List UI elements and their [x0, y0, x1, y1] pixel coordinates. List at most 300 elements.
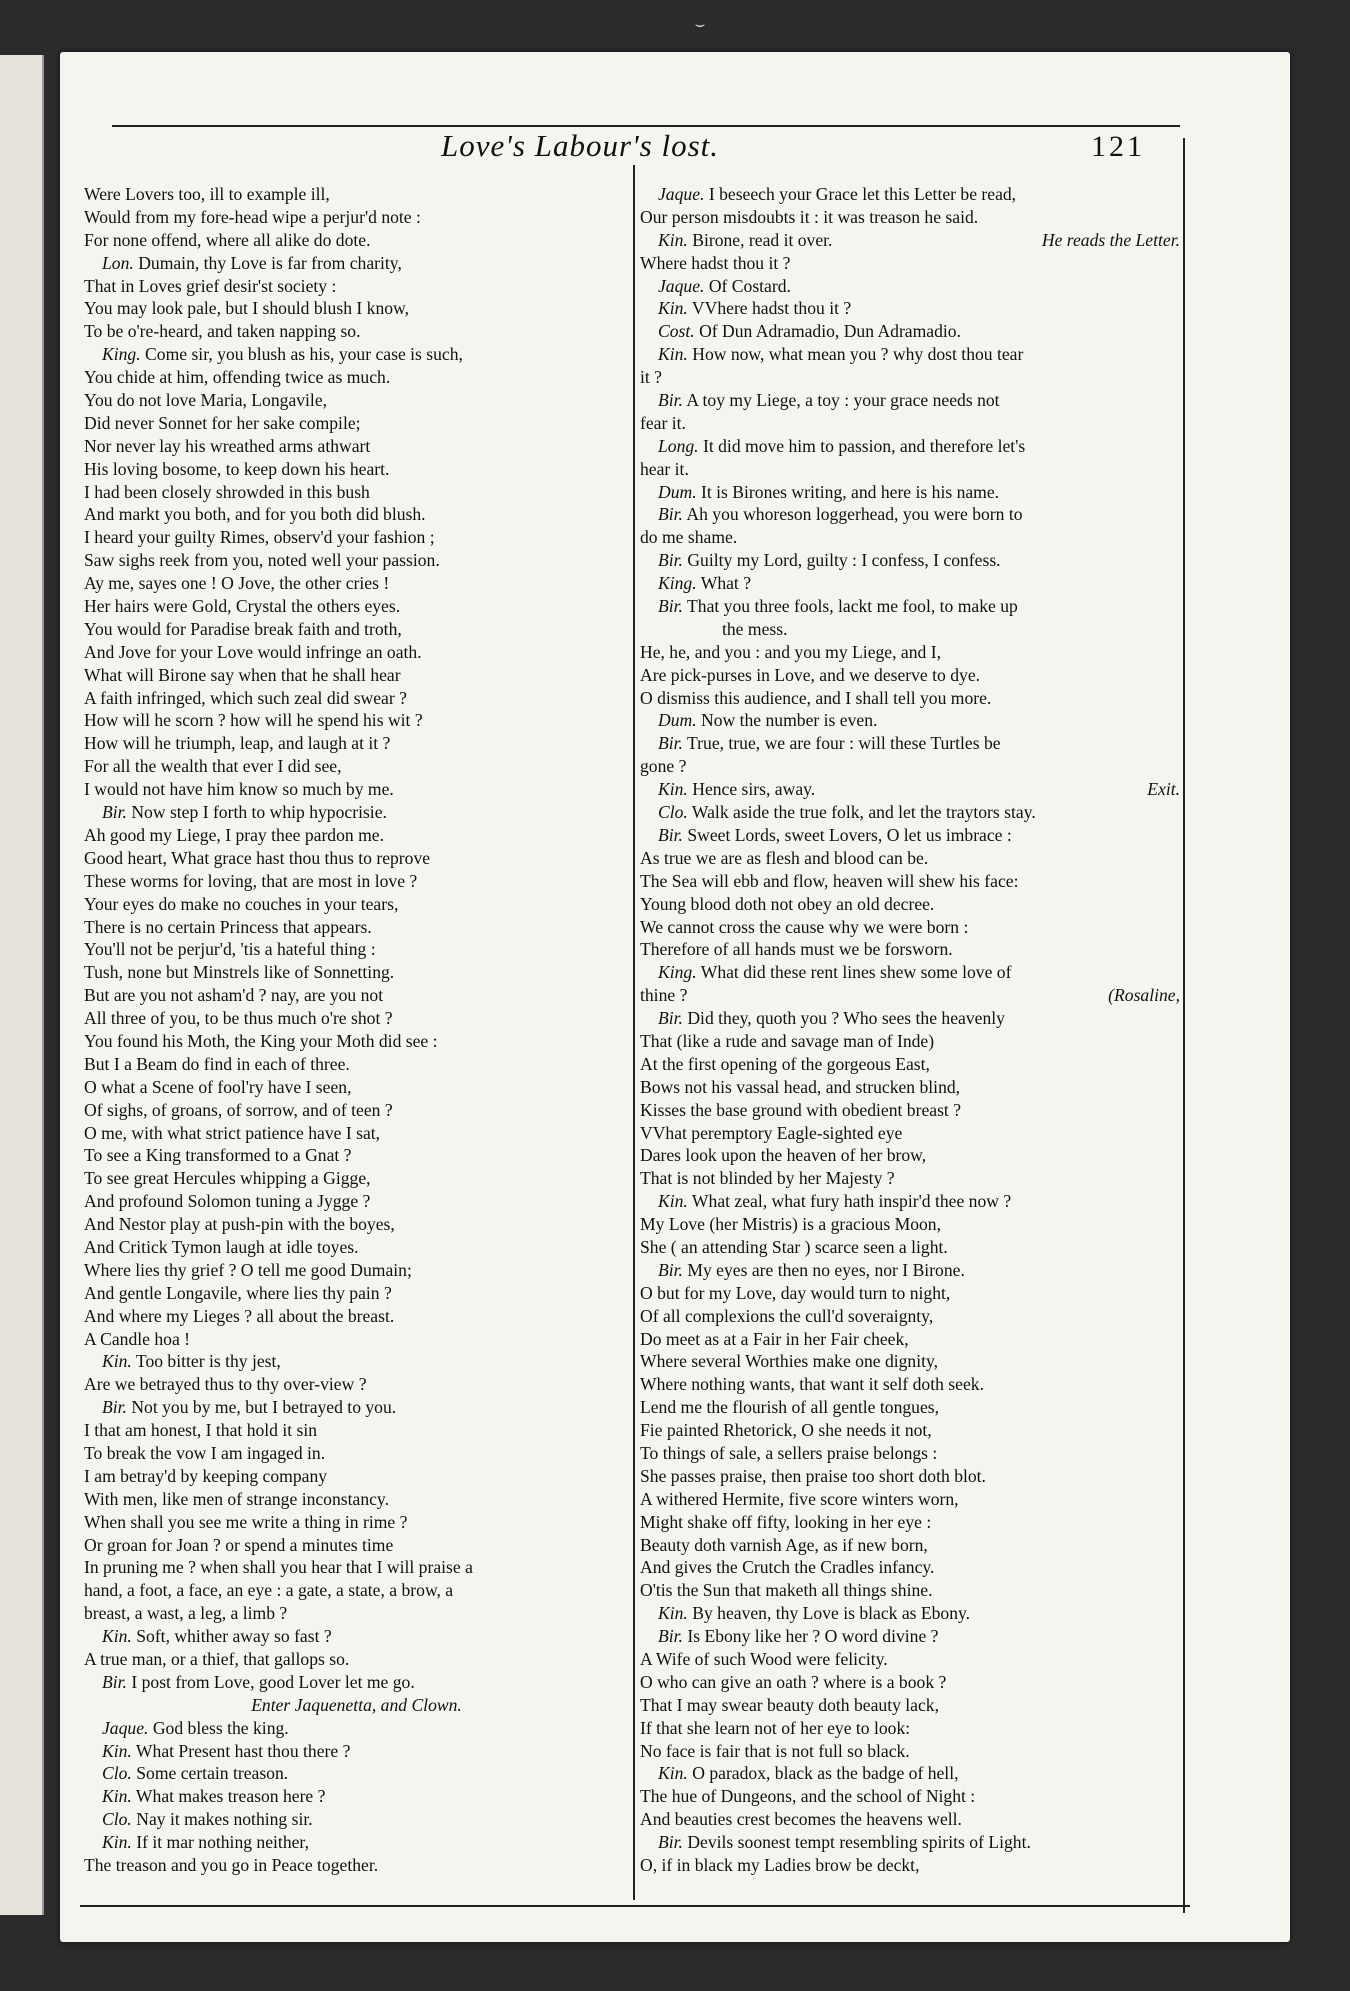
line-text: True, true, we are four : will these Turtles be: [687, 733, 1001, 754]
text-line: [84, 709, 629, 732]
text-line: [84, 481, 629, 504]
line-text: Of all complexions the cull'd soveraignty,: [640, 1305, 934, 1326]
line-text: O'tis the Sun that maketh all things shine.: [640, 1580, 933, 1601]
line-text: Nor never lay his wreathed arms athwart: [84, 435, 371, 456]
speaker-name: Jaque.: [658, 184, 705, 204]
text-line: [640, 1854, 1180, 1877]
text-line: [640, 1259, 1180, 1282]
text-line: [640, 1808, 1180, 1831]
line-text: Saw sighs reek from you, noted well your passion.: [84, 550, 440, 571]
text-line: [84, 389, 629, 412]
text-line: [640, 206, 1180, 229]
text-line: [84, 1511, 629, 1534]
line-text: And Nestor play at push-pin with the boyes,: [84, 1214, 395, 1235]
text-line: [84, 847, 629, 870]
stage-direction: He reads the Letter.: [1041, 229, 1180, 250]
line-text: Nay it makes nothing sir.: [136, 1809, 313, 1830]
line-text: Guilty my Lord, guilty : I confess, I confess.: [687, 550, 1001, 571]
line-text: I post from Love, good Lover let me go.: [131, 1671, 415, 1692]
line-text: I beseech your Grace let this Letter be read,: [708, 184, 1017, 204]
speaker-name: Bir.: [102, 802, 127, 823]
text-line: [84, 503, 629, 526]
text-line: [84, 320, 629, 343]
text-line: [84, 687, 629, 710]
line-text: thine ?: [640, 985, 688, 1006]
text-line: [84, 1259, 629, 1282]
text-line: [640, 435, 1180, 458]
right-margin-rule: [1183, 138, 1185, 1913]
line-text: O but for my Love, day would turn to night,: [640, 1282, 951, 1303]
column-divider: [633, 165, 635, 1900]
speaker-name: Clo.: [102, 1809, 132, 1830]
line-text: Good heart, What grace hast thou thus to reprove: [84, 847, 431, 868]
line-text: As true we are as flesh and blood can be.: [640, 847, 929, 868]
line-text: hear it.: [640, 458, 689, 479]
text-line: [640, 1602, 1180, 1625]
text-line: [84, 183, 629, 206]
line-text: Tush, none but Minstrels like of Sonnetting.: [84, 962, 395, 983]
text-line: [640, 1007, 1180, 1030]
line-text: What ?: [700, 573, 752, 594]
line-text: I am betray'd by keeping company: [84, 1465, 328, 1486]
text-line: [640, 1442, 1180, 1465]
text-line: [84, 1671, 629, 1694]
line-text: Do meet as at a Fair in her Fair cheek,: [640, 1328, 909, 1349]
speaker-name: Clo.: [102, 1763, 132, 1784]
line-text: My eyes are then no eyes, nor I Birone.: [687, 1259, 965, 1280]
text-line: [640, 1419, 1180, 1442]
speaker-name: Cost.: [658, 321, 695, 342]
text-line: [84, 572, 629, 595]
text-line: [640, 916, 1180, 939]
line-text: Bows not his vassal head, and strucken blind,: [640, 1076, 961, 1097]
text-line: [640, 732, 1180, 755]
text-line: [640, 389, 1180, 412]
text-line: [640, 687, 1180, 710]
line-text: He, he, and you : and you my Liege, and I,: [640, 641, 941, 662]
line-text: It is Birones writing, and here is his name.: [701, 481, 1000, 502]
speaker-name: Jaque.: [102, 1717, 149, 1738]
line-text: Dumain, thy Love is far from charity,: [138, 252, 402, 273]
line-text: To break the vow I am ingaged in.: [84, 1442, 326, 1463]
header-rule: [112, 125, 1180, 127]
text-line: [84, 1717, 629, 1740]
line-text: Is Ebony like her ? O word divine ?: [687, 1626, 939, 1647]
text-line: [640, 1373, 1180, 1396]
text-line: [84, 1465, 629, 1488]
line-text: Some certain treason.: [136, 1763, 289, 1784]
text-line: [640, 275, 1180, 298]
line-text: A Wife of such Wood were felicity.: [640, 1649, 888, 1669]
line-text: Devils soonest tempt resembling spirits of Light.: [687, 1832, 1031, 1853]
text-line: [640, 1831, 1180, 1854]
text-line: [640, 458, 1180, 481]
line-text: Our person misdoubts it : it was treason he said.: [640, 206, 979, 227]
line-text: A toy my Liege, a toy : your grace needs not: [686, 390, 1000, 411]
line-text: And Critick Tymon laugh at idle toyes.: [84, 1236, 359, 1257]
line-text: Of Costard.: [708, 275, 791, 296]
line-text: But I a Beam do find in each of three.: [84, 1053, 350, 1074]
text-line: [640, 1717, 1180, 1740]
text-line: [640, 1190, 1180, 1213]
line-text: You would for Paradise break faith and troth,: [84, 618, 402, 639]
line-text: His loving bosome, to keep down his heart.: [84, 458, 390, 479]
text-line: [84, 458, 629, 481]
speaker-name: Kin.: [102, 1351, 132, 1372]
text-line: [84, 1282, 629, 1305]
text-line: [84, 984, 629, 1007]
line-text: You chide at him, offending twice as much.: [84, 367, 391, 388]
speaker-name: Bir.: [658, 1008, 683, 1029]
line-text: Ay me, sayes one ! O Jove, the other cries !: [84, 573, 390, 594]
line-text: Are we betrayed thus to thy over-view ?: [84, 1374, 367, 1395]
line-text: Did never Sonnet for her sake compile;: [84, 412, 361, 433]
line-text: At the first opening of the gorgeous East,: [640, 1053, 930, 1074]
right-text-column: [640, 183, 1180, 1877]
speaker-name: Bir.: [102, 1671, 127, 1692]
speaker-name: Bir.: [658, 824, 683, 845]
line-text: Where hadst thou it ?: [640, 252, 791, 273]
text-line: [84, 275, 629, 298]
line-text: If that she learn not of her eye to look:: [640, 1717, 911, 1738]
line-text: For none offend, where all alike do dote.: [84, 229, 371, 250]
speaker-name: Kin.: [658, 1763, 688, 1784]
line-text: If it mar nothing neither,: [136, 1832, 309, 1853]
text-line: [640, 1350, 1180, 1373]
line-text: What makes treason here ?: [135, 1786, 326, 1807]
text-line: [640, 618, 1180, 641]
text-line: [640, 1785, 1180, 1808]
scan-artifact-mark: ⌣: [694, 16, 706, 33]
line-text: But are you not asham'd ? nay, are you not: [84, 985, 384, 1006]
text-line: [84, 755, 629, 778]
line-text: And Jove for your Love would infringe an oath.: [84, 641, 422, 662]
line-text: By heaven, thy Love is black as Ebony.: [692, 1603, 971, 1624]
text-line: [640, 1053, 1180, 1076]
text-line: [84, 1831, 629, 1854]
text-line: [640, 870, 1180, 893]
line-text: It did move him to passion, and therefore let's: [702, 435, 1026, 456]
speaker-name: Clo.: [658, 802, 688, 823]
text-line: [84, 961, 629, 984]
line-text: O what a Scene of fool'ry have I seen,: [84, 1076, 352, 1097]
text-line: [84, 412, 629, 435]
line-text: A withered Hermite, five score winters worn,: [640, 1488, 959, 1509]
text-line: [640, 1762, 1180, 1785]
speaker-name: Bir.: [658, 504, 683, 525]
text-line: [84, 1007, 629, 1030]
line-text: What did these rent lines shew some love of: [700, 962, 1012, 983]
text-line: [84, 1305, 629, 1328]
line-text: Sweet Lords, sweet Lovers, O let us imbrace :: [687, 824, 1012, 845]
text-line: [640, 1030, 1180, 1053]
text-line: [640, 801, 1180, 824]
line-text: VVhat peremptory Eagle-sighted eye: [640, 1122, 903, 1143]
speaker-name: Kin.: [102, 1832, 132, 1853]
line-text: She ( an attending Star ) scarce seen a light.: [640, 1236, 948, 1257]
speaker-name: King.: [102, 344, 141, 365]
line-text: VVhere hadst thou it ?: [691, 298, 852, 319]
speaker-name: Kin.: [102, 1740, 132, 1761]
line-text: These worms for loving, that are most in love ?: [84, 870, 418, 891]
text-line: [84, 1144, 629, 1167]
line-text: Might shake off fifty, looking in her eye :: [640, 1511, 932, 1532]
text-line: [640, 1282, 1180, 1305]
text-line: [84, 1099, 629, 1122]
line-text: The Sea will ebb and flow, heaven will shew his face:: [640, 870, 1019, 891]
text-line: [84, 1419, 629, 1442]
line-text: Dares look upon the heaven of her brow,: [640, 1145, 927, 1166]
line-text: A Candle hoa !: [84, 1328, 191, 1349]
text-line: [640, 1236, 1180, 1259]
speaker-name: Kin.: [658, 1191, 688, 1212]
line-text: I had been closely shrowded in this bush: [84, 481, 370, 502]
speaker-name: Kin.: [102, 1786, 132, 1807]
line-text: Are pick-purses in Love, and we deserve to dye.: [640, 664, 981, 685]
speaker-name: Bir.: [658, 390, 683, 411]
text-line: [84, 893, 629, 916]
line-text: That (like a rude and savage man of Inde): [640, 1030, 935, 1051]
line-text: Therefore of all hands must we be forsworn.: [640, 939, 953, 960]
text-line: [640, 984, 1180, 1007]
text-line: [84, 1556, 629, 1579]
line-text: breast, a wast, a leg, a limb ?: [84, 1603, 288, 1624]
line-text: The hue of Dungeons, and the school of Night :: [640, 1786, 976, 1807]
speaker-name: Lon.: [102, 252, 134, 273]
line-text: Ah good my Liege, I pray thee pardon me.: [84, 824, 384, 845]
line-text: That is not blinded by her Majesty ?: [640, 1168, 895, 1189]
line-text: Were Lovers too, ill to example ill,: [84, 184, 330, 204]
text-line: [84, 778, 629, 801]
line-text: it ?: [640, 367, 662, 388]
text-line: [640, 366, 1180, 389]
speaker-name: Kin.: [658, 344, 688, 365]
line-text: And markt you both, and for you both did blush.: [84, 504, 426, 525]
text-line: [84, 1190, 629, 1213]
text-line: [640, 481, 1180, 504]
speaker-name: Bir.: [102, 1397, 127, 1418]
text-line: [84, 1236, 629, 1259]
line-text: Where nothing wants, that want it self doth seek.: [640, 1374, 984, 1395]
speaker-name: Bir.: [658, 596, 683, 617]
text-line: [640, 1328, 1180, 1351]
line-text: When shall you see me write a thing in rime ?: [84, 1511, 408, 1532]
text-line: [640, 1144, 1180, 1167]
speaker-name: King.: [658, 962, 697, 983]
speaker-name: Kin.: [658, 779, 688, 800]
line-text: O who can give an oath ? where is a book ?: [640, 1671, 947, 1692]
line-text: fear it.: [640, 412, 686, 433]
text-line: [84, 1053, 629, 1076]
line-text: Hence sirs, away.: [692, 779, 816, 800]
text-line: [640, 1167, 1180, 1190]
line-text: Birone, read it over.: [692, 229, 833, 250]
text-line: [640, 1740, 1180, 1763]
line-text: Did they, quoth you ? Who sees the heavenly: [687, 1008, 1005, 1029]
text-line: [84, 252, 629, 275]
speaker-name: Dum.: [658, 710, 697, 731]
speaker-name: Bir.: [658, 1259, 683, 1280]
text-line: [640, 343, 1180, 366]
line-text: In pruning me ? when shall you hear that I will praise a: [84, 1557, 473, 1578]
text-line: [84, 824, 629, 847]
line-text: I that am honest, I that hold it sin: [84, 1420, 318, 1441]
text-line: [640, 412, 1180, 435]
line-text: gone ?: [640, 756, 687, 777]
text-line: [640, 1648, 1180, 1671]
line-text: With men, like men of strange inconstancy.: [84, 1488, 389, 1509]
line-text: Ah you whoreson loggerhead, you were born to: [686, 504, 1023, 525]
text-line: [640, 1534, 1180, 1557]
text-line: [84, 1625, 629, 1648]
line-text: All three of you, to be thus much o're shot ?: [84, 1008, 393, 1029]
speaker-name: Long.: [658, 435, 699, 456]
line-text: That I may swear beauty doth beauty lack,: [640, 1694, 939, 1715]
text-line: [84, 732, 629, 755]
text-line: [640, 778, 1180, 801]
line-text: Lend me the flourish of all gentle tongues,: [640, 1397, 940, 1418]
text-line: [84, 1076, 629, 1099]
text-line: [84, 1579, 629, 1602]
stage-direction: (Rosaline,: [1108, 985, 1180, 1006]
running-title: Love's Labour's lost.: [441, 128, 719, 163]
text-line: [640, 755, 1180, 778]
line-text: How will he triumph, leap, and laugh at it ?: [84, 733, 391, 754]
text-line: [640, 1556, 1180, 1579]
line-text: Her hairs were Gold, Crystal the others eyes.: [84, 596, 401, 617]
text-line: [640, 595, 1180, 618]
text-line: [640, 572, 1180, 595]
text-line: [640, 961, 1180, 984]
speaker-name: Bir.: [658, 550, 683, 571]
line-text: the mess.: [722, 618, 788, 639]
speaker-name: Bir.: [658, 1832, 683, 1853]
line-text: To things of sale, a sellers praise belongs :: [640, 1442, 938, 1463]
line-text: You may look pale, but I should blush I know,: [84, 298, 409, 319]
line-text: That in Loves grief desir'st society :: [84, 275, 337, 296]
text-line: [640, 1305, 1180, 1328]
text-line: [84, 664, 629, 687]
line-text: Too bitter is thy jest,: [135, 1351, 281, 1372]
text-line: [84, 343, 629, 366]
text-line: [84, 870, 629, 893]
text-line: [640, 709, 1180, 732]
text-line: [640, 526, 1180, 549]
text-line: [640, 1671, 1180, 1694]
line-text: My Love (her Mistris) is a gracious Moon,: [640, 1214, 942, 1235]
text-line: [84, 549, 629, 572]
text-line: [640, 847, 1180, 870]
line-text: To see great Hercules whipping a Gigge,: [84, 1168, 371, 1189]
page-number: 121: [1091, 130, 1145, 163]
text-line: [640, 1488, 1180, 1511]
text-line: [640, 1213, 1180, 1236]
line-text: And where my Lieges ? all about the breast.: [84, 1305, 395, 1326]
line-text: Of sighs, of groans, of sorrow, and of teen ?: [84, 1099, 393, 1120]
line-text: do me shame.: [640, 527, 738, 548]
speaker-name: Kin.: [658, 298, 688, 319]
speaker-name: Jaque.: [658, 275, 705, 296]
text-line: [84, 1167, 629, 1190]
line-text: Walk aside the true folk, and let the traytors stay.: [691, 802, 1036, 823]
line-text: What Present hast thou there ?: [135, 1740, 351, 1761]
line-text: Of Dun Adramadio, Dun Adramadio.: [699, 321, 961, 342]
text-line: [640, 1511, 1180, 1534]
line-text: Where several Worthies make one dignity,: [640, 1351, 939, 1372]
text-line: [84, 1534, 629, 1557]
line-text: Fie painted Rhetorick, O she needs it not,: [640, 1420, 932, 1441]
line-text: O me, with what strict patience have I sat,: [84, 1122, 381, 1143]
footer-rule: [80, 1905, 1190, 1907]
line-text: Come sir, you blush as his, your case is such,: [145, 344, 463, 365]
left-text-column: [84, 183, 629, 1877]
text-line: [84, 526, 629, 549]
text-line: [84, 938, 629, 961]
line-text: Young blood doth not obey an old decree.: [640, 893, 935, 914]
text-line: [84, 1030, 629, 1053]
line-text: Your eyes do make no couches in your tears,: [84, 893, 399, 914]
line-text: How now, what mean you ? why dost thou tear: [692, 344, 1024, 365]
line-text: hand, a foot, a face, an eye : a gate, a state, a brow, a: [84, 1580, 454, 1601]
text-line: [84, 1854, 629, 1877]
text-line: [84, 206, 629, 229]
text-line: [84, 916, 629, 939]
speaker-name: Kin.: [102, 1626, 132, 1647]
line-text: Not you by me, but I betrayed to you.: [131, 1397, 397, 1418]
text-line: [84, 1488, 629, 1511]
text-line: [84, 1762, 629, 1785]
text-line: [640, 503, 1180, 526]
text-line: [640, 1465, 1180, 1488]
speaker-name: Dum.: [658, 481, 697, 502]
text-line: [84, 1328, 629, 1351]
line-text: She passes praise, then praise too short doth blot.: [640, 1465, 986, 1486]
text-line: [640, 229, 1180, 252]
text-line: [640, 1099, 1180, 1122]
line-text: A true man, or a thief, that gallops so.: [84, 1649, 350, 1669]
line-text: We cannot cross the cause why we were born :: [640, 916, 969, 937]
text-line: [640, 549, 1180, 572]
line-text: And beauties crest becomes the heavens well.: [640, 1809, 962, 1830]
line-text: To be o're-heard, and taken napping so.: [84, 321, 361, 342]
text-line: [84, 435, 629, 458]
line-text: And gentle Longavile, where lies thy pain ?: [84, 1282, 392, 1303]
line-text: Now the number is even.: [701, 710, 878, 731]
line-text: I heard your guilty Rimes, observ'd your fashion ;: [84, 527, 435, 548]
line-text: God bless the king.: [152, 1717, 289, 1738]
line-text: You found his Moth, the King your Moth did see :: [84, 1030, 438, 1051]
text-line: [640, 1694, 1180, 1717]
line-text: Or groan for Joan ? or spend a minutes time: [84, 1534, 394, 1555]
text-line: [640, 938, 1180, 961]
speaker-name: Bir.: [658, 733, 683, 754]
text-line: [640, 1625, 1180, 1648]
text-line: [640, 664, 1180, 687]
speaker-name: Kin.: [658, 229, 688, 250]
text-line: [640, 320, 1180, 343]
stage-direction: Enter Jaquenetta, and Clown.: [251, 1694, 462, 1715]
line-text: Now step I forth to whip hypocrisie.: [131, 802, 387, 823]
text-line: [640, 1396, 1180, 1419]
line-text: No face is fair that is not full so black.: [640, 1740, 910, 1761]
text-line: [640, 1579, 1180, 1602]
text-line: [84, 366, 629, 389]
line-text: To see a King transformed to a Gnat ?: [84, 1145, 352, 1166]
text-line: [640, 297, 1180, 320]
text-line: [640, 1076, 1180, 1099]
line-text: Kisses the base ground with obedient breast ?: [640, 1099, 962, 1120]
line-text: I would not have him know so much by me.: [84, 779, 394, 800]
